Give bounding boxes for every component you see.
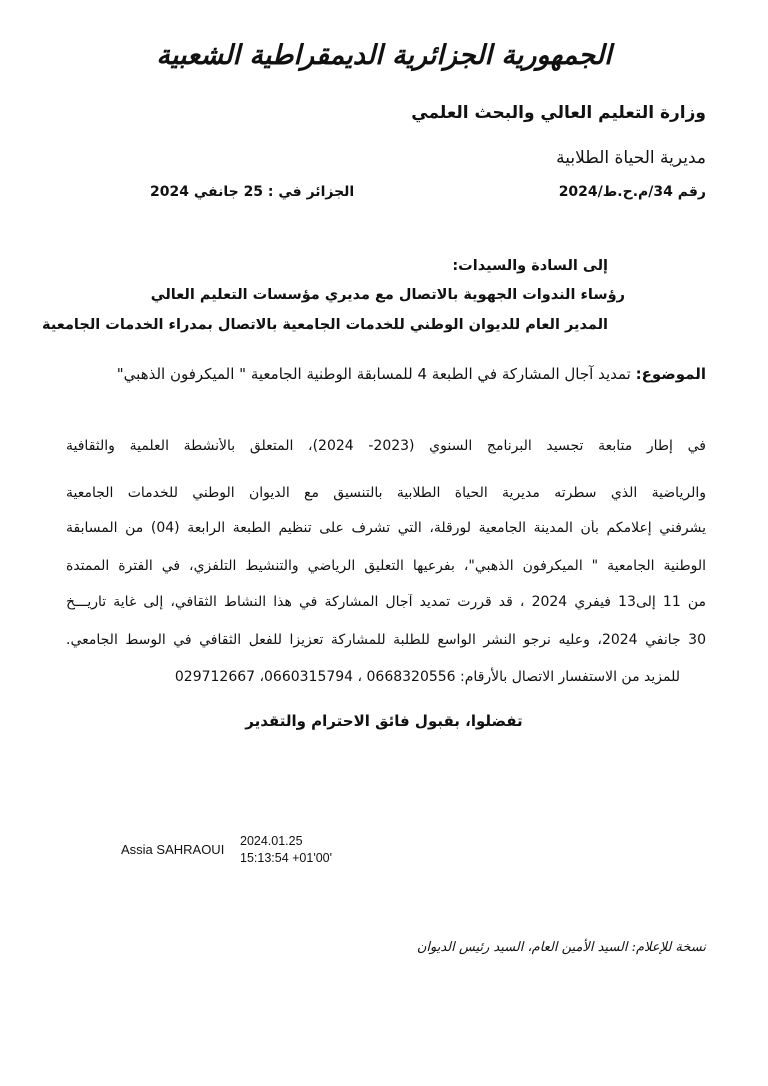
letter-date: الجزائر في : 25 جانفي 2024 — [150, 184, 355, 200]
subject-label: الموضوع: — [635, 365, 706, 383]
reference-number: رقم 34/م.ح.ط/2024 — [558, 184, 706, 200]
closing-formula: تفضلوا، بقبول فائق الاحترام والتقدير — [245, 712, 523, 730]
directorate-name: مديرية الحياة الطلابية — [556, 148, 706, 168]
body-line: من 11 إلى13 فيفري 2024 ، قد قررت تمديد آجال المشاركة في هذا النشاط الثقافي، إلى غاية تاريـــخ — [66, 594, 706, 610]
contact-numbers: للمزيد من الاستفسار الاتصال بالأرقام: 0668320556 ، 0660315794، 029712667 — [174, 669, 680, 685]
signature-time: 15:13:54 +01'00' — [240, 851, 333, 865]
recipient-line: رؤساء الندوات الجهوية بالاتصال مع مديري مؤسسات التعليم العالي — [150, 287, 625, 303]
body-line: الوطنية الجامعية " الميكرفون الذهبي"، بفرعيها التعليق الرياضي والتنشيط التلفزي، في الفترة الممتدة — [66, 558, 706, 574]
body-line: في إطار متابعة تجسيد البرنامج السنوي (2023- 2024)، المتعلق بالأنشطة العلمية والثقافية — [66, 438, 706, 454]
subject-line — [117, 365, 706, 383]
body-line: والرياضية الذي سطرته مديرية الحياة الطلابية بالتنسيق مع الديوان الوطني للخدمات الجامعية — [66, 485, 706, 501]
body-line: 30 جانفي 2024، وعليه نرجو النشر الواسع للطلبة للمشاركة تعزيزا للفعل الثقافي في الوسط الجامعي. — [66, 632, 706, 648]
copy-to-note: نسخة للإعلام: السيد الأمين العام، السيد رئيس الديوان — [416, 940, 706, 955]
subject-text: تمديد آجال المشاركة في الطبعة 4 للمسابقة الوطنية الجامعية " الميكرفون الذهبي" — [116, 365, 636, 383]
body-line: يشرفني إعلامكم بأن المدينة الجامعية لورقلة، التي تشرف على تنظيم الطبعة الرابعة (04) من المسابقة — [66, 520, 706, 536]
signature-date: 2024.01.25 — [240, 834, 303, 848]
signer-name: Assia SAHRAOUI — [121, 842, 225, 857]
republic-heading: الجمهورية الجزائرية الديمقراطية الشعبية — [156, 40, 612, 71]
signature-timestamp — [240, 833, 332, 867]
recipients-intro: إلى السادة والسيدات: — [452, 258, 608, 274]
ministry-name: وزارة التعليم العالي والبحث العلمي — [411, 103, 706, 123]
recipient-line: المدير العام للديوان الوطني للخدمات الجامعية بالاتصال بمدراء الخدمات الجامعية — [42, 317, 608, 333]
